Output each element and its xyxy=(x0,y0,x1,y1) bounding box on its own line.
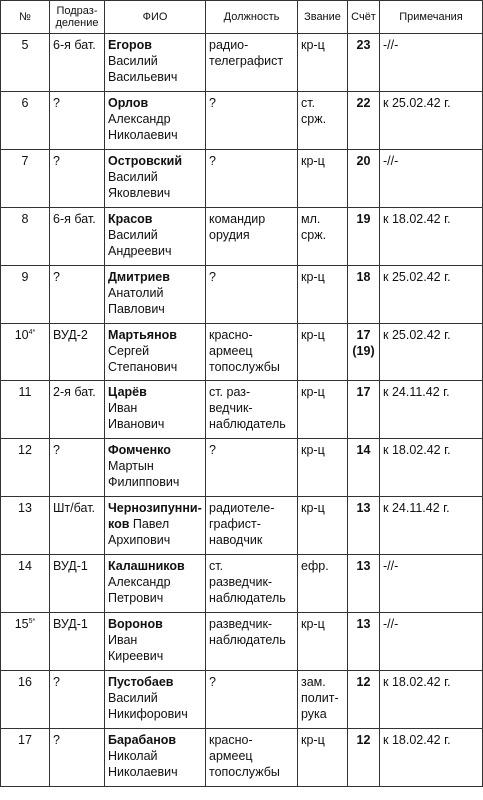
table-row xyxy=(1,34,483,92)
rank-line: рука xyxy=(301,707,327,721)
rank-line: полит- xyxy=(301,691,339,705)
cell-note: к 25.02.42 г. xyxy=(380,324,483,381)
cell-rank xyxy=(298,555,348,613)
score-line: 23 xyxy=(356,38,371,52)
name-line: Киреевич xyxy=(108,649,164,663)
rank-line: ефр. xyxy=(301,559,329,573)
name-line: Александр xyxy=(108,575,171,589)
cell-name xyxy=(105,266,206,324)
position-line: ? xyxy=(209,270,216,284)
rank-line: кр-ц xyxy=(301,38,325,52)
table-row xyxy=(1,555,483,613)
position-line: разведчик- xyxy=(209,617,273,631)
name-line: Никифорович xyxy=(108,707,188,721)
surname: Воронов xyxy=(108,617,163,631)
rank-line: зам. xyxy=(301,675,326,689)
header-score: Счёт xyxy=(348,1,380,34)
cell-num xyxy=(1,208,50,266)
name-line: Александр xyxy=(108,112,171,126)
cell-position xyxy=(206,555,298,613)
score-line: (19) xyxy=(352,344,375,358)
row-number: 5 xyxy=(21,38,29,52)
surname: Пустобаев xyxy=(108,675,174,689)
table-row xyxy=(1,671,483,729)
row-number: 6 xyxy=(21,96,29,110)
footnote-mark: 5* xyxy=(28,617,36,625)
given-name: Павел xyxy=(132,517,170,531)
rank-line: кр-ц xyxy=(301,385,325,399)
cell-score xyxy=(348,497,380,555)
rank-line: срж. xyxy=(301,228,327,242)
cell-position xyxy=(206,150,298,208)
cell-score xyxy=(348,555,380,613)
position-line: армеец xyxy=(209,344,253,358)
score-line: 13 xyxy=(356,501,371,515)
position-line: армеец xyxy=(209,749,253,763)
row-number: 16 xyxy=(18,675,32,689)
table-row xyxy=(1,613,483,671)
rank-line: кр-ц xyxy=(301,617,325,631)
name-line: Василий xyxy=(108,54,158,68)
row-number: 11 xyxy=(18,385,32,399)
name-line: Николаевич xyxy=(108,128,178,142)
row-number: 8 xyxy=(21,212,29,226)
cell-num xyxy=(1,555,50,613)
cell-score xyxy=(348,729,380,787)
table-row xyxy=(1,497,483,555)
cell-score xyxy=(348,150,380,208)
cell-score xyxy=(348,671,380,729)
cell-rank xyxy=(298,729,348,787)
position-line: топослужбы xyxy=(209,765,280,779)
cell-score xyxy=(348,266,380,324)
cell-name xyxy=(105,613,206,671)
cell-position xyxy=(206,381,298,439)
cell-position xyxy=(206,613,298,671)
cell-note: к 18.02.42 г. xyxy=(380,208,483,266)
footnote-mark: 4* xyxy=(28,328,36,336)
cell-score xyxy=(348,208,380,266)
name-line: Васильевич xyxy=(108,70,178,84)
name-line: Василий xyxy=(108,691,158,705)
rank-line: кр-ц xyxy=(301,328,325,342)
cell-unit: Шт/бат. xyxy=(50,497,105,555)
surname: Егоров xyxy=(108,38,152,52)
header-name: ФИО xyxy=(105,1,206,34)
header-rank: Звание xyxy=(298,1,348,34)
table-row xyxy=(1,92,483,150)
rank-line: кр-ц xyxy=(301,154,325,168)
position-line: ст. xyxy=(209,559,224,573)
header-num: № xyxy=(1,1,50,34)
cell-num xyxy=(1,266,50,324)
position-line: наводчик xyxy=(209,533,263,547)
cell-unit: 2-я бат. xyxy=(50,381,105,439)
cell-name xyxy=(105,381,206,439)
header-unit-line: Подраз- xyxy=(56,5,98,17)
cell-num xyxy=(1,381,50,439)
name-line: Василий xyxy=(108,228,158,242)
cell-position xyxy=(206,439,298,497)
name-line: Павлович xyxy=(108,302,165,316)
position-line: наблюдатель xyxy=(209,633,286,647)
position-line: ведчик- xyxy=(209,401,253,415)
position-line: ? xyxy=(209,96,216,110)
cell-note: -//- xyxy=(380,34,483,92)
position-line: ст. раз- xyxy=(209,385,251,399)
header-row xyxy=(1,1,483,34)
cell-unit: 6-я бат. xyxy=(50,34,105,92)
table-row xyxy=(1,729,483,787)
surname: Фомченко xyxy=(108,443,171,457)
cell-rank xyxy=(298,34,348,92)
cell-unit: ? xyxy=(50,671,105,729)
cell-score xyxy=(348,324,380,381)
cell-num xyxy=(1,324,50,381)
rank-line: кр-ц xyxy=(301,733,325,747)
position-line: наблюдатель xyxy=(209,591,286,605)
score-line: 17 xyxy=(356,385,371,399)
name-line: Иванович xyxy=(108,417,165,431)
score-line: 19 xyxy=(356,212,371,226)
cell-position xyxy=(206,92,298,150)
cell-rank xyxy=(298,497,348,555)
cell-num xyxy=(1,92,50,150)
cell-score xyxy=(348,381,380,439)
cell-position xyxy=(206,671,298,729)
position-line: красно- xyxy=(209,733,253,747)
position-line: орудия xyxy=(209,228,250,242)
name-line: Василий xyxy=(108,170,158,184)
table-body xyxy=(1,34,483,787)
table-row xyxy=(1,324,483,381)
cell-num xyxy=(1,150,50,208)
rank-line: кр-ц xyxy=(301,501,325,515)
name-line: Петрович xyxy=(108,591,164,605)
cell-unit: ? xyxy=(50,92,105,150)
cell-rank xyxy=(298,671,348,729)
surname: Островский xyxy=(108,154,183,168)
cell-note: к 18.02.42 г. xyxy=(380,729,483,787)
cell-num xyxy=(1,34,50,92)
name-line xyxy=(108,516,202,532)
row-number: 17 xyxy=(18,733,32,747)
table-row xyxy=(1,150,483,208)
cell-unit: ВУД-2 xyxy=(50,324,105,381)
surname: Царёв xyxy=(108,385,147,399)
cell-score xyxy=(348,92,380,150)
surname: Дмитриев xyxy=(108,270,170,284)
score-line: 14 xyxy=(356,443,371,457)
position-line: телеграфист xyxy=(209,54,284,68)
cell-name xyxy=(105,671,206,729)
row-number: 13 xyxy=(18,501,32,515)
name-line: Яковлевич xyxy=(108,186,171,200)
header-position: Должность xyxy=(206,1,298,34)
rank-line: срж. xyxy=(301,112,327,126)
cell-unit: ? xyxy=(50,729,105,787)
position-line: ? xyxy=(209,675,216,689)
score-line: 17 xyxy=(356,328,371,342)
row-number: 12 xyxy=(18,443,32,457)
position-line: красно- xyxy=(209,328,253,342)
cell-name xyxy=(105,439,206,497)
cell-score xyxy=(348,439,380,497)
row-number: 15 xyxy=(14,617,29,631)
cell-position xyxy=(206,34,298,92)
surname: Красов xyxy=(108,212,153,226)
position-line: ? xyxy=(209,443,216,457)
table-row xyxy=(1,439,483,497)
cell-position xyxy=(206,497,298,555)
surname: Калашников xyxy=(108,559,185,573)
row-number: 14 xyxy=(18,559,32,573)
header-unit xyxy=(50,1,105,34)
name-line: Степанович xyxy=(108,360,178,374)
cell-note: к 18.02.42 г. xyxy=(380,671,483,729)
position-line: топослужбы xyxy=(209,360,280,374)
table-row xyxy=(1,266,483,324)
table-row xyxy=(1,208,483,266)
cell-unit: ? xyxy=(50,439,105,497)
position-line: радиотеле- xyxy=(209,501,275,515)
cell-unit: ВУД-1 xyxy=(50,613,105,671)
header-note: Примечания xyxy=(380,1,483,34)
cell-rank xyxy=(298,208,348,266)
row-number: 10 xyxy=(14,328,29,342)
cell-position xyxy=(206,729,298,787)
surname: Барабанов xyxy=(108,733,177,747)
name-line: Иван xyxy=(108,633,138,647)
cell-name xyxy=(105,324,206,381)
cell-unit: ? xyxy=(50,266,105,324)
name-line: Сергей xyxy=(108,344,150,358)
score-line: 12 xyxy=(356,733,371,747)
name-line: Анатолий xyxy=(108,286,164,300)
cell-note: -//- xyxy=(380,613,483,671)
cell-name xyxy=(105,92,206,150)
position-line: радио- xyxy=(209,38,249,52)
row-number: 9 xyxy=(21,270,29,284)
cell-name xyxy=(105,208,206,266)
row-number: 7 xyxy=(21,154,29,168)
cell-rank xyxy=(298,150,348,208)
cell-num xyxy=(1,729,50,787)
cell-name xyxy=(105,555,206,613)
surname-cont: ков xyxy=(108,517,130,531)
position-line: разведчик- xyxy=(209,575,273,589)
cell-note: к 24.11.42 г. xyxy=(380,381,483,439)
cell-num xyxy=(1,439,50,497)
rank-line: кр-ц xyxy=(301,443,325,457)
table-row xyxy=(1,381,483,439)
name-line: Мартын xyxy=(108,459,154,473)
name-line: Андреевич xyxy=(108,244,172,258)
cell-position xyxy=(206,266,298,324)
cell-name xyxy=(105,150,206,208)
cell-score xyxy=(348,34,380,92)
score-line: 13 xyxy=(356,559,371,573)
cell-note: -//- xyxy=(380,555,483,613)
rank-line: кр-ц xyxy=(301,270,325,284)
header-unit-line: деление xyxy=(55,17,99,29)
cell-name xyxy=(105,34,206,92)
cell-note: к 24.11.42 г. xyxy=(380,497,483,555)
score-line: 12 xyxy=(356,675,371,689)
position-line: командир xyxy=(209,212,266,226)
position-line: графист- xyxy=(209,517,261,531)
cell-position xyxy=(206,208,298,266)
cell-num xyxy=(1,671,50,729)
cell-score xyxy=(348,613,380,671)
cell-position xyxy=(206,324,298,381)
surname: Орлов xyxy=(108,96,149,110)
name-line: Николай xyxy=(108,749,158,763)
cell-rank xyxy=(298,266,348,324)
cell-rank xyxy=(298,439,348,497)
cell-unit: ВУД-1 xyxy=(50,555,105,613)
cell-rank xyxy=(298,381,348,439)
score-line: 20 xyxy=(356,154,371,168)
name-line: Филиппович xyxy=(108,475,180,489)
patronymic: Архипович xyxy=(108,533,171,547)
cell-rank xyxy=(298,92,348,150)
position-line: наблюдатель xyxy=(209,417,286,431)
rank-line: мл. xyxy=(301,212,321,226)
score-line: 18 xyxy=(356,270,371,284)
position-line: ? xyxy=(209,154,216,168)
surname: Чернозипунни- xyxy=(108,501,202,515)
rank-line: ст. xyxy=(301,96,316,110)
score-line: 13 xyxy=(356,617,371,631)
cell-rank xyxy=(298,613,348,671)
cell-num xyxy=(1,497,50,555)
name-line: Иван xyxy=(108,401,138,415)
cell-note: к 18.02.42 г. xyxy=(380,439,483,497)
cell-note: к 25.02.42 г. xyxy=(380,266,483,324)
score-line: 22 xyxy=(356,96,371,110)
cell-note: к 25.02.42 г. xyxy=(380,92,483,150)
cell-name xyxy=(105,729,206,787)
cell-note: -//- xyxy=(380,150,483,208)
name-line: Николаевич xyxy=(108,765,178,779)
cell-unit: 6-я бат. xyxy=(50,208,105,266)
cell-rank xyxy=(298,324,348,381)
cell-unit: ? xyxy=(50,150,105,208)
cell-num xyxy=(1,613,50,671)
surname: Мартьянов xyxy=(108,328,177,342)
cell-name xyxy=(105,497,206,555)
